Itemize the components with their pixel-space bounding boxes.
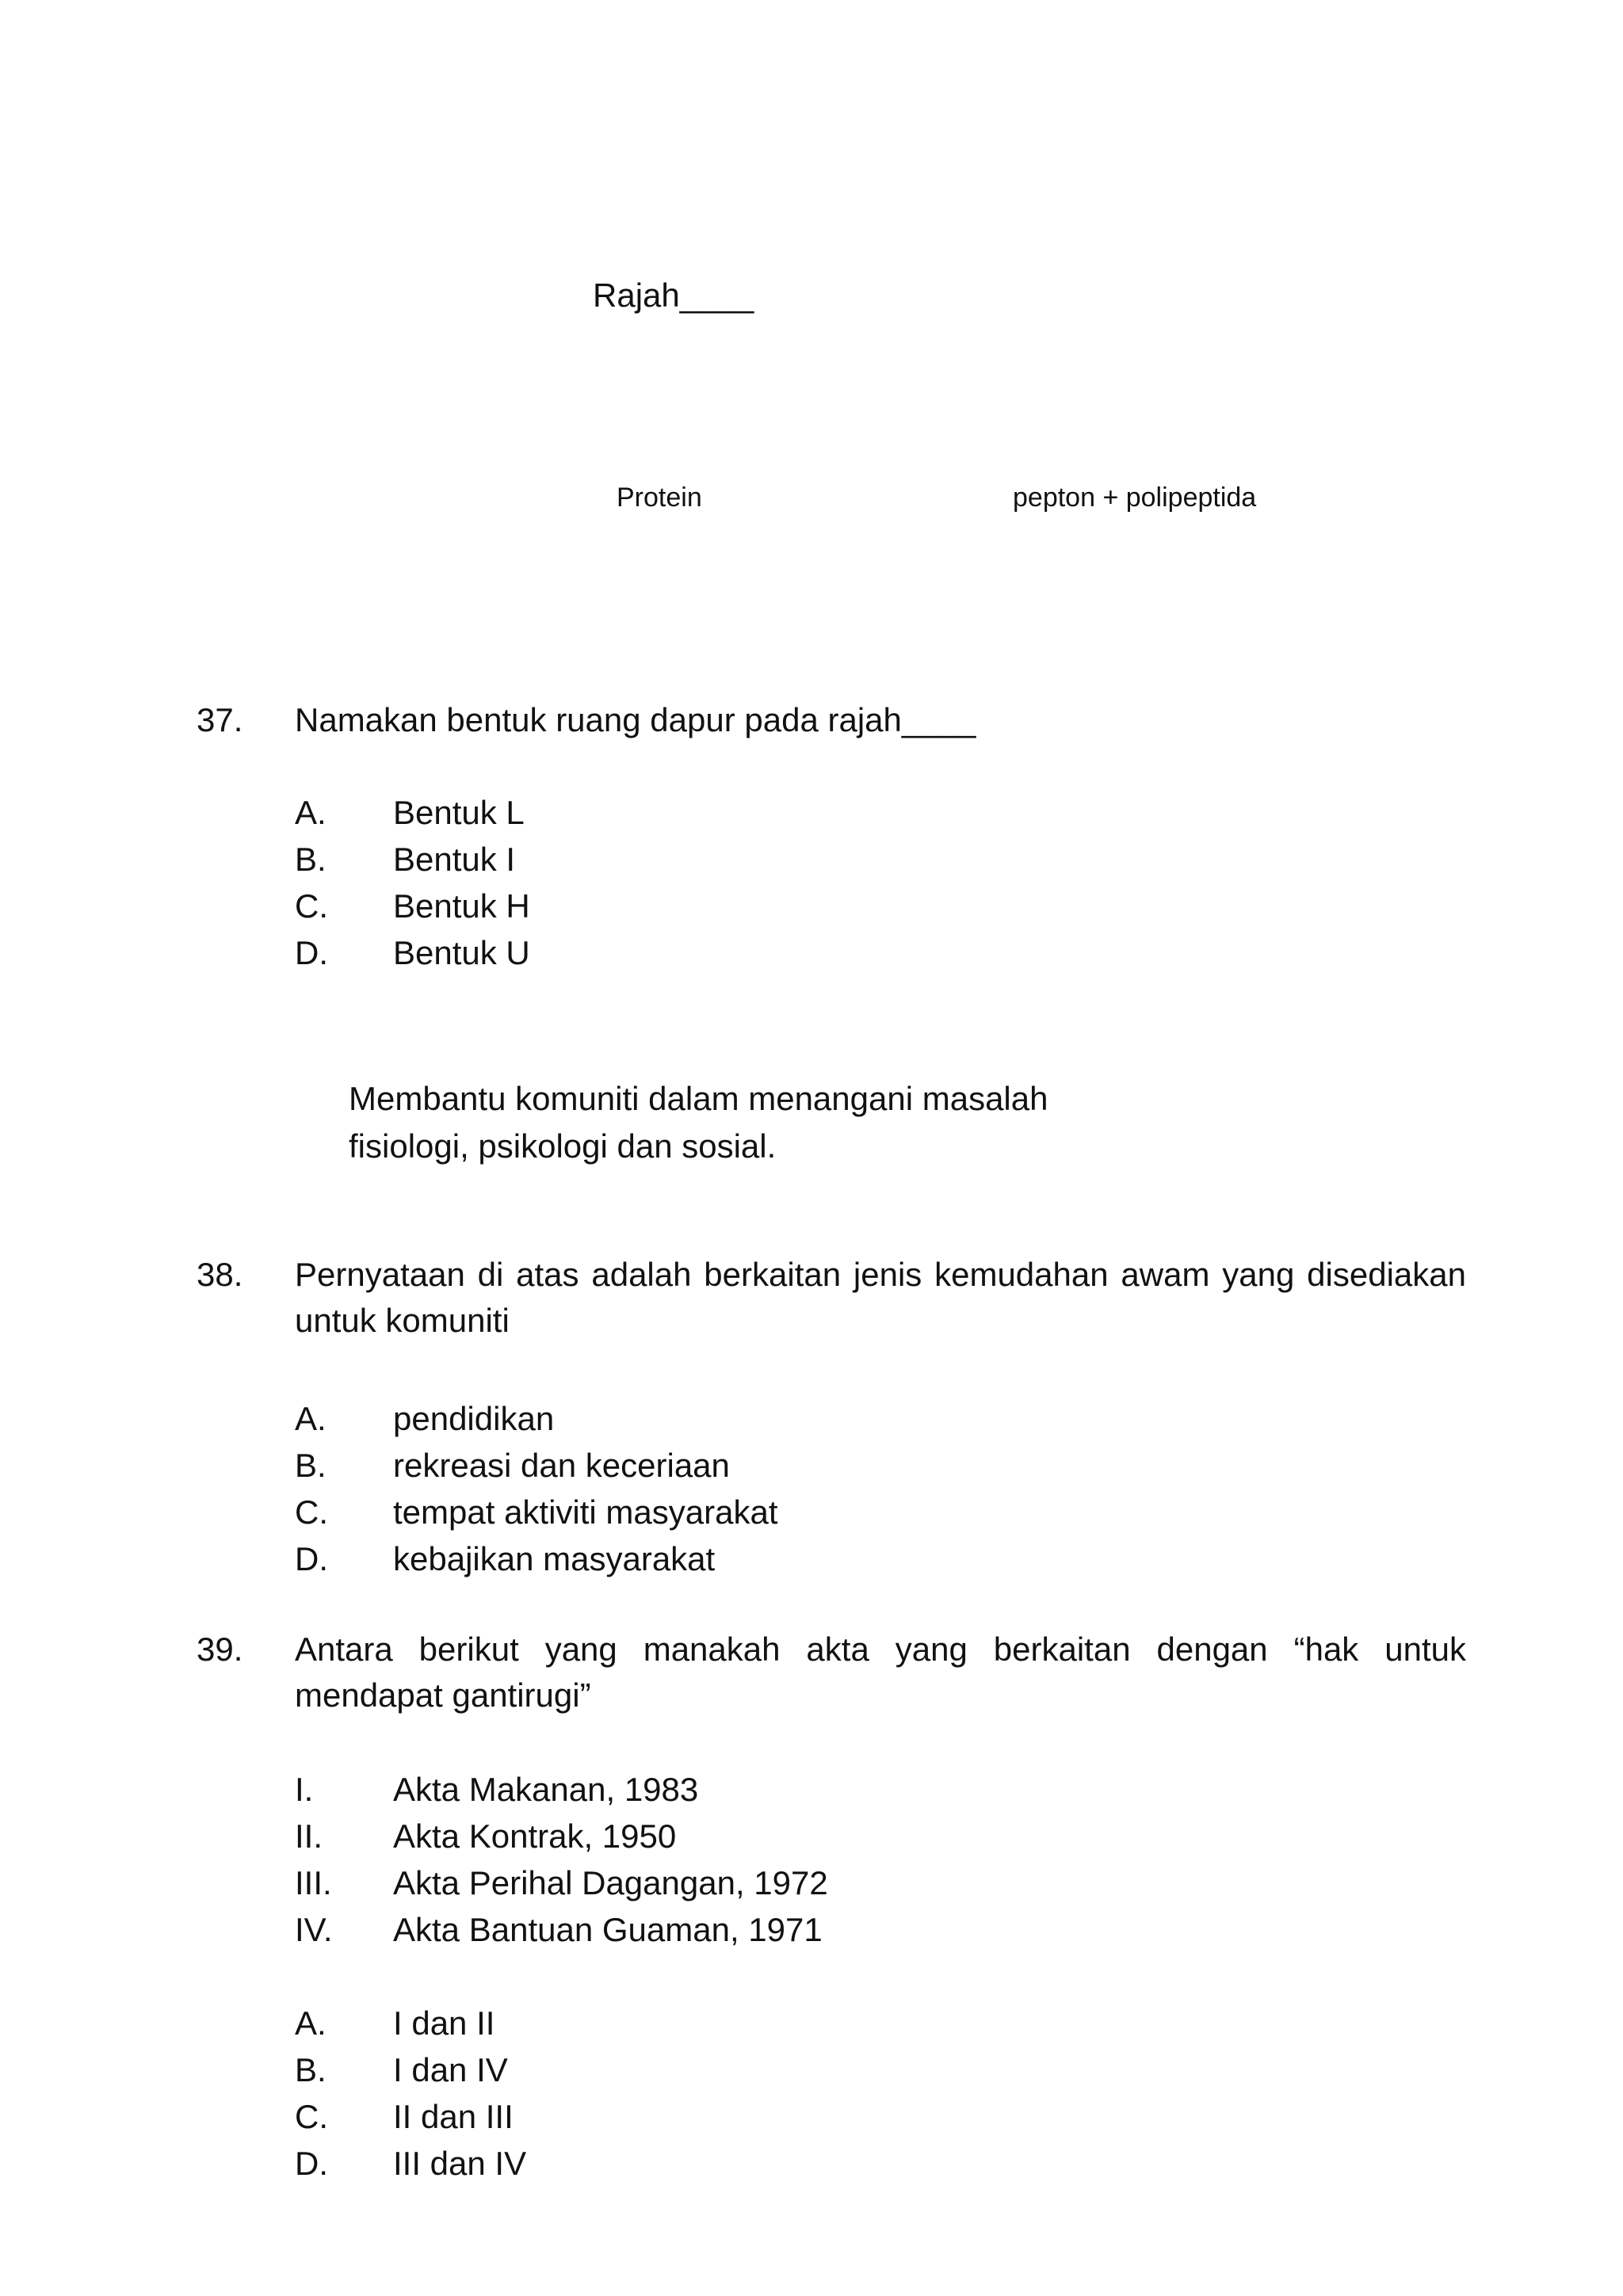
question-38-number: 38. [197, 1256, 243, 1293]
q39-item-iv-roman: IV. [295, 1911, 333, 1948]
q39-option-a-text: I dan II [393, 2004, 495, 2042]
q38-option-c-letter: C. [295, 1493, 328, 1531]
q38-option-d-text: kebajikan masyarakat [393, 1540, 716, 1577]
statement-line-1: Membantu komuniti dalam menangani masalah [349, 1080, 1048, 1117]
question-37-number: 37. [197, 701, 243, 738]
q37-option-b-letter: B. [295, 841, 327, 878]
q39-item-iii-roman: III. [295, 1864, 332, 1901]
q38-option-d-letter: D. [295, 1540, 328, 1577]
q39-option-c-text: II dan III [393, 2098, 514, 2135]
question-38-text: Pernyataan di atas adalah berkaitan jenis kemudahan awam yang disediakan untuk komuniti [295, 1256, 1466, 1339]
q38-option-a-text: pendidikan [393, 1400, 555, 1437]
figure-label-product: pepton + polipeptida [1013, 482, 1257, 513]
statement-line-2: fisiologi, psikologi dan sosial. [349, 1127, 777, 1165]
q39-option-b-letter: B. [295, 2051, 327, 2088]
q38-option-a-letter: A. [295, 1400, 327, 1437]
figure-label-protein: Protein [617, 482, 702, 513]
q39-option-d-text: III dan IV [393, 2145, 527, 2182]
q38-option-c-text: tempat aktiviti masyarakat [393, 1493, 778, 1531]
q38-option-b-letter: B. [295, 1447, 327, 1484]
q39-item-ii-text: Akta Kontrak, 1950 [393, 1817, 677, 1855]
q37-option-a-letter: A. [295, 794, 327, 831]
q39-item-i-text: Akta Makanan, 1983 [393, 1771, 699, 1808]
question-39-number: 39. [197, 1630, 243, 1668]
q39-item-iii-text: Akta Perihal Dagangan, 1972 [393, 1864, 828, 1901]
q37-option-c-text: Bentuk H [393, 887, 530, 925]
q37-option-a-text: Bentuk L [393, 794, 525, 831]
q37-option-c-letter: C. [295, 887, 328, 925]
q39-item-iv-text: Akta Bantuan Guaman, 1971 [393, 1911, 823, 1948]
question-39-text: Antara berikut yang manakah akta yang berkaitan dengan “hak untuk mendapat gantirugi” [295, 1630, 1466, 1714]
q39-option-a-letter: A. [295, 2004, 327, 2042]
q39-option-d-letter: D. [295, 2145, 328, 2182]
q39-item-i-roman: I. [295, 1771, 314, 1808]
question-37-text: Namakan bentuk ruang dapur pada rajah____ [295, 701, 976, 738]
q37-option-d-text: Bentuk U [393, 934, 530, 971]
q37-option-d-letter: D. [295, 934, 328, 971]
q39-item-ii-roman: II. [295, 1817, 323, 1855]
q39-option-c-letter: C. [295, 2098, 328, 2135]
figure-title: Rajah____ [593, 277, 754, 314]
q39-option-b-text: I dan IV [393, 2051, 508, 2088]
q38-option-b-text: rekreasi dan keceriaan [393, 1447, 730, 1484]
q37-option-b-text: Bentuk I [393, 841, 516, 878]
